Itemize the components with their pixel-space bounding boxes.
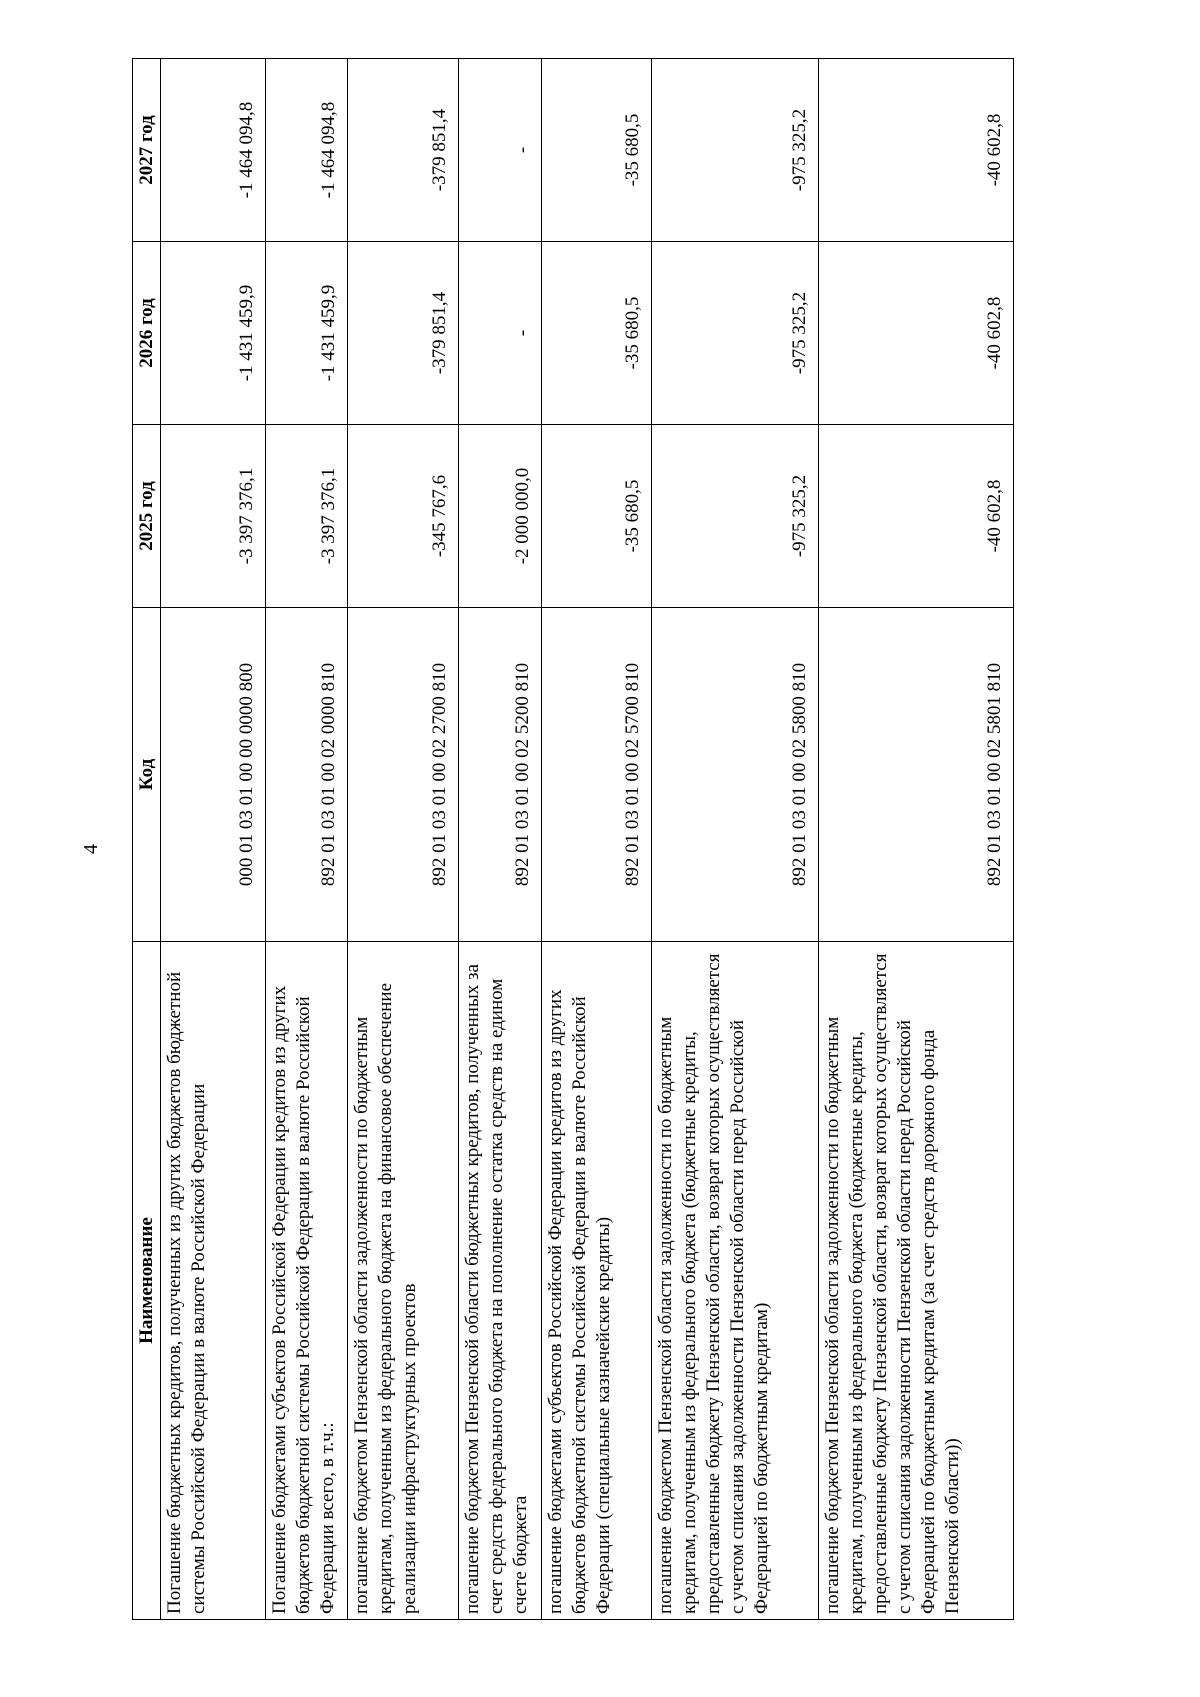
row-name: погашение бюджетом Пензенской области задолженности по бюджетным кредитам, полученным из федерального бюджета (бюджетные кредиты, предоставленные бюджету Пензенской области, возврат которых осуществляется с учетом списания задолженности Пензенской области перед Российской Федерацией по бюджетным кредитам) xyxy=(652,942,819,1620)
row-value-2025: -2 000 000,0 xyxy=(458,425,541,608)
row-value-2025: -3 397 376,1 xyxy=(161,425,266,608)
budget-credit-repayment-table xyxy=(132,58,1014,1620)
header-code: Код xyxy=(133,608,161,942)
table-row xyxy=(458,59,541,1620)
row-value-2026: -975 325,2 xyxy=(652,242,819,425)
table-row xyxy=(652,59,819,1620)
row-name: Погашение бюджетами субъектов Российской Федерации кредитов из других бюджетов бюджетной системы Российской Федерации в валюте Российской Федерации всего, в т.ч.: xyxy=(266,942,348,1620)
row-value-2027: -1 464 094,8 xyxy=(161,59,266,242)
row-value-2026: -1 431 459,9 xyxy=(161,242,266,425)
table-row xyxy=(541,59,652,1620)
row-value-2026: -1 431 459,9 xyxy=(266,242,348,425)
row-value-2027: - xyxy=(458,59,541,242)
table-row xyxy=(819,59,1014,1620)
row-value-2026: - xyxy=(458,242,541,425)
row-value-2026: -40 602,8 xyxy=(819,242,1014,425)
row-name: Погашение бюджетных кредитов, полученных из других бюджетов бюджетной системы Российской Федерации в валюте Российской Федерации xyxy=(161,942,266,1620)
table-row xyxy=(161,59,266,1620)
row-value-2027: -379 851,4 xyxy=(348,59,459,242)
row-value-2027: -35 680,5 xyxy=(541,59,652,242)
row-name: погашение бюджетом Пензенской области задолженности по бюджетным кредитам, полученным из федерального бюджета (бюджетные кредиты, предоставленные бюджету Пензенской области, возврат которых осуществляется с учетом списания задолженности Пензенской области перед Российской Федерацией по бюджетным кредитам (за счет средств дорожного фонда Пензенской области)) xyxy=(819,942,1014,1620)
table-header-row xyxy=(133,59,161,1620)
row-value-2026: -35 680,5 xyxy=(541,242,652,425)
row-name: погашение бюджетом Пензенской области бюджетных кредитов, полученных за счет средств федерального бюджета на пополнение остатка средств на едином счете бюджета xyxy=(458,942,541,1620)
row-name: погашение бюджетом Пензенской области задолженности по бюджетным кредитам, полученным из федерального бюджета на финансовое обеспечение реализации инфраструктурных проектов xyxy=(348,942,459,1620)
row-code: 000 01 03 01 00 00 0000 800 xyxy=(161,608,266,942)
row-value-2025: -975 325,2 xyxy=(652,425,819,608)
table-row xyxy=(266,59,348,1620)
row-code: 892 01 03 01 00 02 0000 810 xyxy=(266,608,348,942)
header-name: Наименование xyxy=(133,942,161,1620)
row-code: 892 01 03 01 00 02 5700 810 xyxy=(541,608,652,942)
row-value-2027: -975 325,2 xyxy=(652,59,819,242)
row-value-2025: -3 397 376,1 xyxy=(266,425,348,608)
row-value-2025: -40 602,8 xyxy=(819,425,1014,608)
row-code: 892 01 03 01 00 02 5200 810 xyxy=(458,608,541,942)
page-number: 4 xyxy=(80,844,102,854)
row-code: 892 01 03 01 00 02 5800 810 xyxy=(652,608,819,942)
header-2025: 2025 год xyxy=(133,425,161,608)
row-value-2025: -35 680,5 xyxy=(541,425,652,608)
row-code: 892 01 03 01 00 02 5801 810 xyxy=(819,608,1014,942)
row-name: погашение бюджетами субъектов Российской Федерации кредитов из других бюджетов бюджетной системы Российской Федерации в валюте Российской Федерации (специальные казначейские кредиты) xyxy=(541,942,652,1620)
header-2026: 2026 год xyxy=(133,242,161,425)
table-row xyxy=(348,59,459,1620)
row-code: 892 01 03 01 00 02 2700 810 xyxy=(348,608,459,942)
header-2027: 2027 год xyxy=(133,59,161,242)
row-value-2027: -1 464 094,8 xyxy=(266,59,348,242)
row-value-2027: -40 602,8 xyxy=(819,59,1014,242)
row-value-2026: -379 851,4 xyxy=(348,242,459,425)
row-value-2025: -345 767,6 xyxy=(348,425,459,608)
